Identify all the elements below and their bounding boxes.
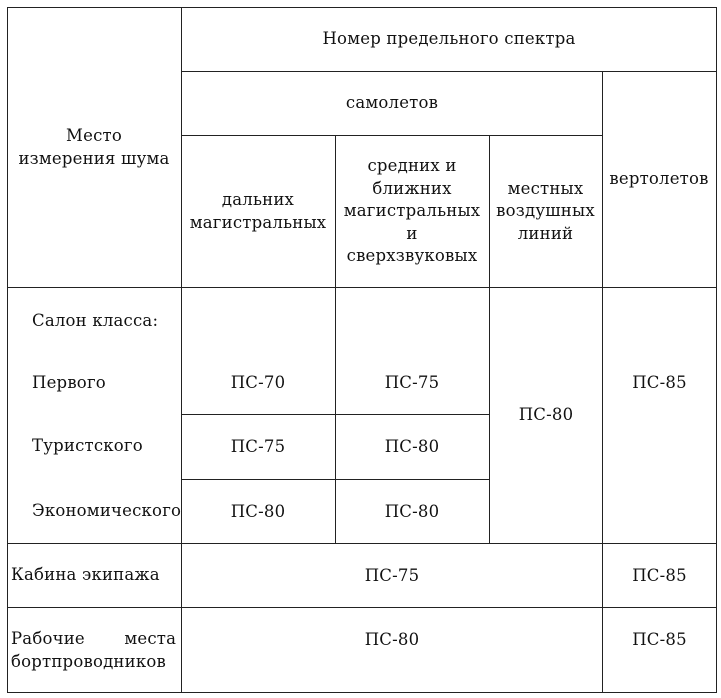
- salon-class-label: Салон класса:: [32, 311, 159, 330]
- attendants-label-line1: Рабочие места: [11, 629, 177, 648]
- rule-under-cockpit: [7, 607, 717, 608]
- header-long-haul: дальних магистральных: [189, 190, 327, 232]
- header-helicopters: вертолетов: [609, 169, 709, 189]
- rule-under-header: [7, 287, 717, 288]
- row-tourist-long: ПС-75: [230, 436, 286, 456]
- header-place: Место измерения шума: [18, 126, 170, 168]
- row-first-medium: ПС-75: [384, 372, 440, 392]
- row-economy-label: Экономического: [32, 501, 182, 520]
- table-border-bottom: [7, 692, 717, 693]
- salon-local-lines-value: ПС-80: [518, 405, 574, 425]
- attendants-aircraft-value: ПС-80: [364, 629, 420, 649]
- rule-under-salon: [7, 543, 717, 544]
- row-first-label: Первого: [32, 373, 106, 392]
- cockpit-helicopters-value: ПС-85: [632, 565, 687, 585]
- attendants-label-line2: бортпроводников: [11, 652, 166, 671]
- table-border-right: [716, 7, 717, 693]
- header-spectrum-number: Номер предельного спектра: [322, 29, 576, 49]
- header-local-lines: местных воздушных линий: [496, 178, 595, 243]
- header-aircraft: самолетов: [345, 93, 439, 113]
- attendants-helicopters-value: ПС-85: [632, 629, 687, 649]
- cockpit-label: Кабина экипажа: [11, 565, 160, 584]
- table-border-left: [7, 7, 8, 693]
- row-first-long: ПС-70: [230, 372, 286, 392]
- header-medium-haul: средних и ближних магистральных и сверхзвуковых: [343, 156, 481, 266]
- row-tourist-medium: ПС-80: [384, 436, 440, 456]
- salon-helicopters-value: ПС-85: [632, 372, 687, 392]
- row-tourist-label: Туристского: [32, 436, 143, 455]
- cockpit-aircraft-value: ПС-75: [364, 565, 420, 585]
- row-economy-medium: ПС-80: [384, 501, 440, 521]
- row-economy-long: ПС-80: [230, 501, 286, 521]
